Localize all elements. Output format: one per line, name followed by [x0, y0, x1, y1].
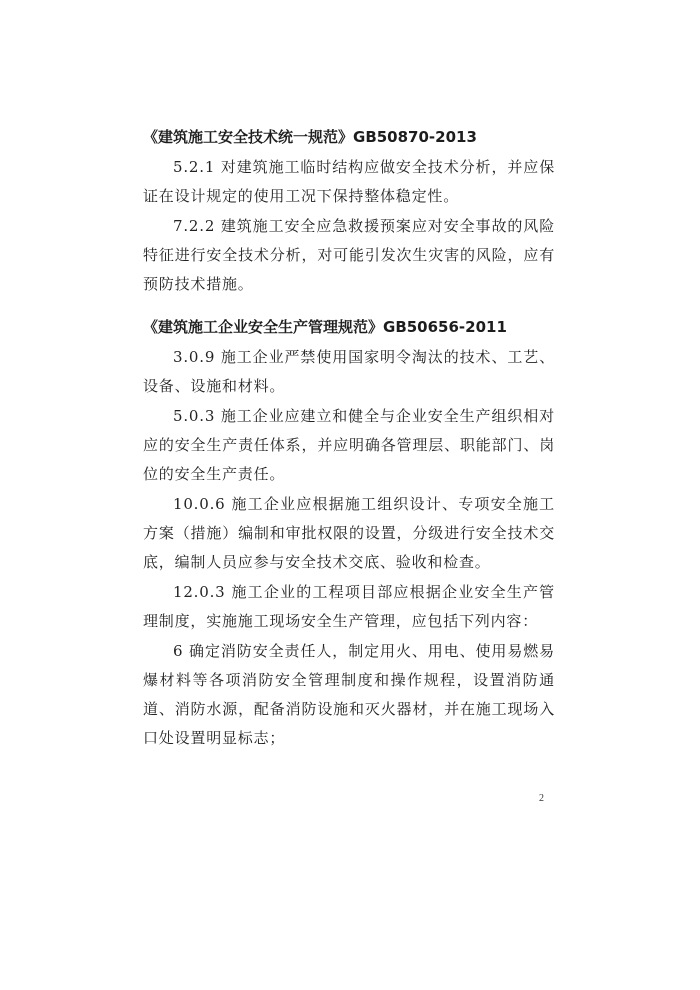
clause-paragraph: 5.0.3 施工企业应建立和健全与企业安全生产组织相对应的安全生产责任体系，并应明确各管理层、职能部门、岗位的安全生产责任。 — [143, 407, 555, 483]
section-heading: 《建筑施工企业安全生产管理规范》GB50656-2011 — [143, 318, 507, 336]
clause-paragraph: 5.2.1 对建筑施工临时结构应做安全技术分析，并应保证在设计规定的使用工况下保持整体稳定性。 — [143, 158, 555, 205]
clause-paragraph: 10.0.6 施工企业应根据施工组织设计、专项安全施工方案（措施）编制和审批权限的设置，分级进行安全技术交底，编制人员应参与安全技术交底、验收和检查。 — [143, 495, 555, 571]
section-construction-safety-technical-code — [143, 122, 555, 299]
clause-paragraph: 12.0.3 施工企业的工程项目部应根据企业安全生产管理制度，实施施工现场安全生产管理，应包括下列内容： — [143, 583, 555, 630]
clause-paragraph: 7.2.2 建筑施工安全应急救援预案应对安全事故的风险特征进行安全技术分析，对可能引发次生灾害的风险，应有预防技术措施。 — [143, 217, 555, 293]
page-number: 2 — [539, 793, 544, 804]
clause-paragraph: 6 确定消防安全责任人，制定用火、用电、使用易燃易爆材料等各项消防安全管理制度和操作规程，设置消防通道、消防水源，配备消防设施和灭火器材，并在施工现场入口处设置明显标志； — [143, 642, 555, 747]
section-enterprise-safety-management-code — [143, 312, 555, 753]
section-heading: 《建筑施工安全技术统一规范》GB50870-2013 — [143, 128, 477, 146]
clause-paragraph: 3.0.9 施工企业严禁使用国家明令淘汰的技术、工艺、设备、设施和材料。 — [143, 348, 555, 395]
